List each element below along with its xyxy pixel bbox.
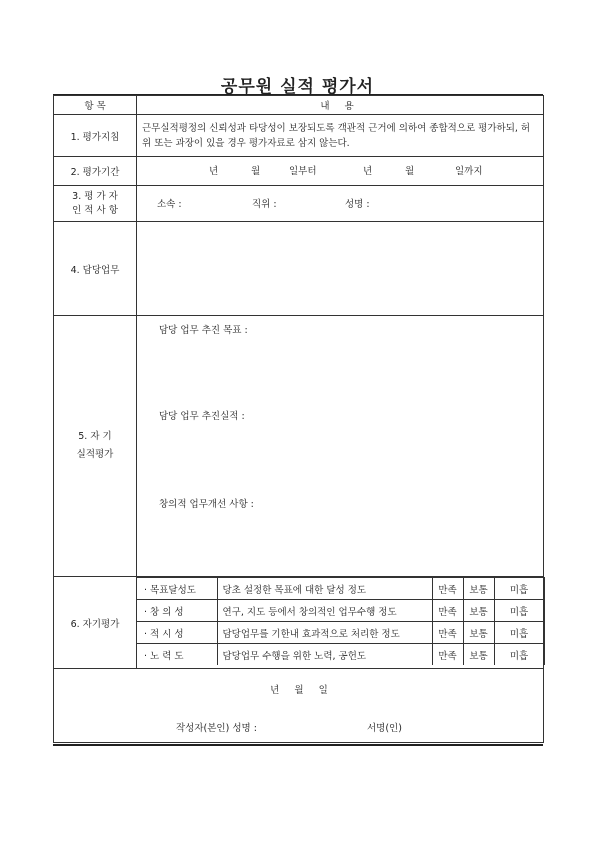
period-end-month: 월 (405, 166, 415, 177)
criterion-row (137, 622, 544, 644)
author-name-field[interactable]: 작성자(본인) 성명 : (176, 722, 257, 734)
criterion-row (137, 578, 544, 600)
self-assessment-row (54, 577, 544, 669)
period-end-day: 일까지 (455, 166, 483, 177)
position-field[interactable]: 직위 : (252, 198, 277, 210)
criterion-name: · 목표달성도 (137, 578, 217, 600)
achievement-field[interactable]: 담당 업무 추진실적 : (159, 411, 245, 422)
rating-satisfied[interactable]: 만족 (432, 622, 463, 644)
evaluator-cell (137, 186, 544, 222)
period-end-year: 년 (363, 166, 373, 177)
evaluator-label (54, 186, 137, 222)
rating-satisfied[interactable]: 만족 (432, 644, 463, 666)
header-row (54, 96, 544, 115)
rating-insufficient[interactable]: 미흡 (494, 622, 544, 644)
self-performance-label (54, 316, 137, 577)
document-title: 공무원 실적 평가서 (220, 77, 375, 97)
self-performance-row (54, 316, 544, 577)
rating-average[interactable]: 보통 (463, 600, 494, 622)
self-assessment-cell (137, 577, 544, 669)
criterion-desc: 당초 설정한 목표에 대한 달성 정도 (217, 578, 432, 600)
header-item-cell (54, 96, 137, 115)
self-assessment-table (137, 577, 545, 665)
signature-field[interactable]: 서명(인) (367, 722, 402, 734)
header-item-label: 항 목 (84, 101, 106, 112)
evaluation-form-table (53, 95, 544, 743)
self-performance-cell (137, 316, 544, 577)
date-line[interactable]: 년 월 일 (270, 684, 328, 696)
evaluator-label-line2: 인 적 사 항 (72, 204, 118, 216)
bottom-border (53, 744, 543, 746)
criterion-desc: 연구, 지도 등에서 창의적인 업무수행 정도 (217, 600, 432, 622)
criterion-desc: 담당업무를 기한내 효과적으로 처리한 정도 (217, 622, 432, 644)
goal-field[interactable]: 담당 업무 추진 목표 : (159, 325, 248, 336)
guideline-row (54, 115, 544, 157)
self-performance-label-line2: 실적평가 (76, 449, 114, 460)
header-content-cell (137, 96, 544, 115)
signature-row (54, 669, 544, 743)
period-start-day: 일부터 (289, 166, 317, 177)
period-start-year: 년 (209, 166, 219, 177)
duties-row (54, 222, 544, 316)
period-start-month: 월 (251, 166, 261, 177)
header-content-label: 내 용 (320, 101, 360, 112)
period-label: 2. 평가기간 (54, 157, 137, 186)
criterion-name: · 창 의 성 (137, 600, 217, 622)
period-cell (137, 157, 544, 186)
duties-label: 4. 담당업무 (54, 222, 137, 316)
rating-insufficient[interactable]: 미흡 (494, 644, 544, 666)
period-row (54, 157, 544, 186)
evaluator-row (54, 186, 544, 222)
rating-average[interactable]: 보통 (463, 644, 494, 666)
guideline-text: 근무실적평정의 신뢰성과 타당성이 보장되도록 객관적 근거에 의하여 종합적으로 평가하되, 허위 또는 과장이 있을 경우 평가자료로 삼지 않는다. (137, 115, 544, 157)
duties-field[interactable] (137, 222, 544, 316)
rating-average[interactable]: 보통 (463, 578, 494, 600)
criterion-desc: 담당업무 수행을 위한 노력, 공헌도 (217, 644, 432, 666)
signature-cell (54, 669, 544, 743)
criterion-row (137, 600, 544, 622)
rating-insufficient[interactable]: 미흡 (494, 600, 544, 622)
evaluator-label-line1: 3. 평 가 자 (72, 190, 118, 202)
criterion-name: · 노 력 도 (137, 644, 217, 666)
rating-satisfied[interactable]: 만족 (432, 578, 463, 600)
self-assessment-label: 6. 자기평가 (54, 577, 137, 669)
criterion-row (137, 644, 544, 666)
guideline-label: 1. 평가지침 (54, 115, 137, 157)
rating-satisfied[interactable]: 만족 (432, 600, 463, 622)
rating-insufficient[interactable]: 미흡 (494, 578, 544, 600)
improvement-field[interactable]: 창의적 업무개선 사항 : (159, 499, 254, 510)
dept-field[interactable]: 소속 : (157, 198, 182, 210)
rating-average[interactable]: 보통 (463, 622, 494, 644)
name-field[interactable]: 성명 : (345, 198, 370, 210)
criterion-name: · 적 시 성 (137, 622, 217, 644)
self-performance-label-line1: 5. 자 기 (78, 431, 112, 442)
